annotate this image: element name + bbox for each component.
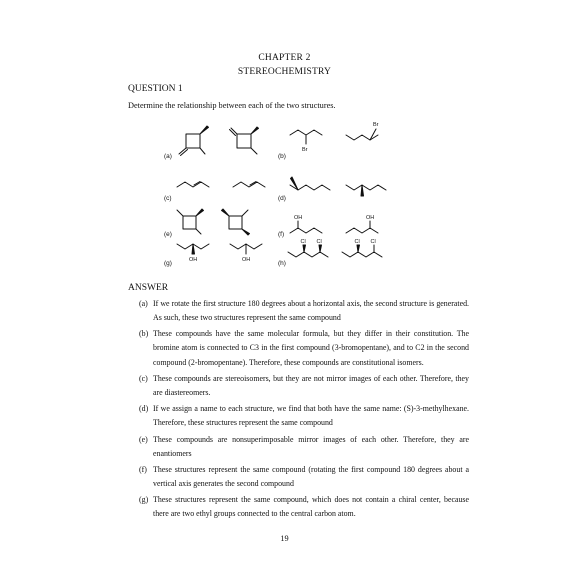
answer-label: (b) <box>139 329 149 339</box>
label-c: (c) <box>164 195 172 202</box>
structure-e1 <box>177 209 204 234</box>
question-prompt: Determine the relationship between each of the two structures. <box>128 101 336 110</box>
structure-g2 <box>230 244 262 263</box>
answer-label: (c) <box>139 373 148 383</box>
answer-item-a <box>139 297 469 325</box>
label-f: (f) <box>278 231 285 238</box>
structure-d2 <box>346 185 386 196</box>
label-d: (d) <box>278 195 286 202</box>
page-number: 19 <box>280 534 289 543</box>
answer-label: (f) <box>139 464 147 474</box>
structure-a1 <box>179 126 209 156</box>
cl-atom-h2a: Cl <box>354 239 360 245</box>
structure-e2 <box>222 209 250 235</box>
label-a: (a) <box>164 153 172 160</box>
answer-text: These compounds are stereoisomers, but they are not mirror images of each other. Therefore, they are diastereomers. <box>153 373 469 397</box>
answer-item-e <box>139 433 469 461</box>
oh-atom-g2: OH <box>242 257 251 263</box>
structure-h2 <box>342 239 382 257</box>
structure-b2 <box>346 122 379 140</box>
answer-item-c <box>139 372 469 400</box>
answer-label: (e) <box>139 434 148 444</box>
structure-f2 <box>346 215 378 233</box>
br-atom-b1: Br <box>302 147 308 153</box>
answer-text: If we assign a name to each structure, we find that both have the same name: (S)-3-methylhexane. Therefore, these structures represent the same compound <box>153 404 469 428</box>
answer-label: (d) <box>139 404 149 414</box>
answer-item-g <box>139 493 469 521</box>
oh-atom-f2: OH <box>366 215 375 221</box>
structure-h1 <box>288 239 328 257</box>
answer-item-d <box>139 402 469 430</box>
answer-label: (g) <box>139 495 149 505</box>
structures-figure <box>150 115 405 275</box>
structure-b1 <box>290 130 322 153</box>
answer-item-f <box>139 463 469 491</box>
structure-c1 <box>177 182 209 188</box>
answer-text: These compounds have the same molecular formula, but they differ in their constitution. The bromine atom is connected to C3 in the first compound (3-bromopentane), and to C2 in the second compound (2-bromopentane). Therefore, these compounds are constitutional isomers. <box>153 329 469 367</box>
answer-label: (a) <box>139 299 148 308</box>
cl-atom-h1a: Cl <box>300 239 306 245</box>
br-atom-b2: Br <box>373 122 379 128</box>
answer-text: These compounds are nonsuperimposable mirror images of each other. Therefore, they are enantiomers <box>153 434 469 458</box>
answer-text: These structures represent the same compound (rotating the first compound 180 degrees about a vertical axis generates the second compound <box>153 464 469 489</box>
structure-c2 <box>233 182 265 188</box>
label-b: (b) <box>278 153 286 160</box>
structure-a2 <box>230 127 259 154</box>
label-e: (e) <box>164 231 172 238</box>
structure-f1 <box>290 215 322 233</box>
chapter-number: CHAPTER 2 <box>258 53 311 63</box>
answer-item-b <box>139 327 469 369</box>
question-heading: QUESTION 1 <box>128 84 183 94</box>
structure-d1 <box>290 177 330 190</box>
label-h: (h) <box>278 260 286 267</box>
oh-atom-g1: OH <box>189 257 198 263</box>
oh-atom-f1: OH <box>294 215 303 221</box>
cl-atom-h2b: Cl <box>370 239 376 245</box>
answer-text: These structures represent the same compound, which does not contain a chiral center, because there are two ethyl groups connected to the central carbon atom. <box>153 495 469 519</box>
answer-heading: ANSWER <box>128 283 169 293</box>
label-g: (g) <box>164 260 172 267</box>
cl-atom-h1b: Cl <box>316 239 322 245</box>
answer-list <box>139 297 469 524</box>
answer-text: If we rotate the first structure 180 degrees about a horizontal axis, the second structure is generated. As such, these two structures represent the same compound <box>153 299 469 323</box>
chapter-title: STEREOCHEMISTRY <box>237 67 332 77</box>
structure-g1 <box>177 244 209 263</box>
